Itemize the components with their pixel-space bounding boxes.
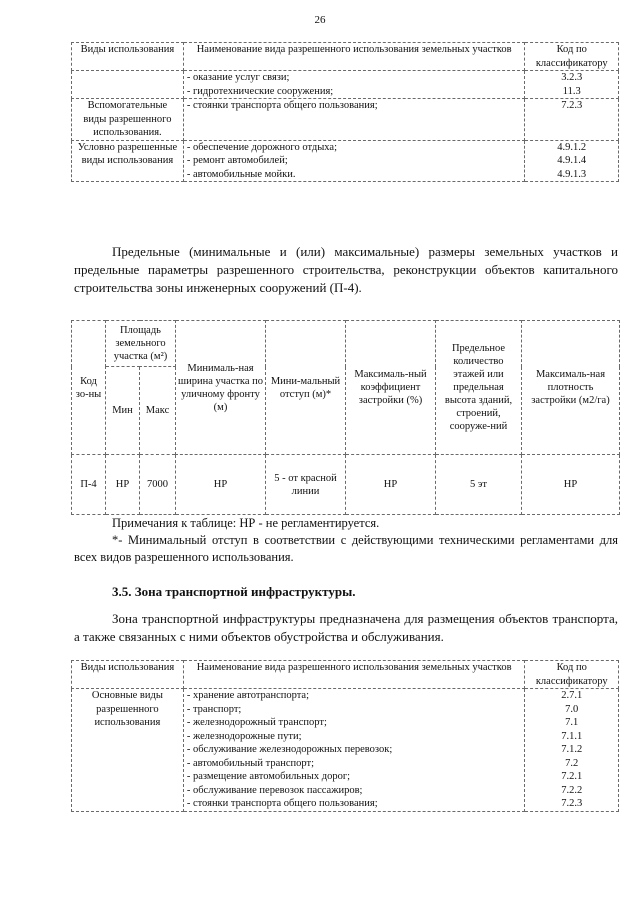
header-max-coefficient: Максималь-ный коэффициент застройки (%) [346, 321, 436, 455]
transport-zone-use-table [71, 660, 619, 812]
list-item: - обслуживание железнодорожных перевозок; [186, 744, 393, 755]
list-item: - обеспечение дорожного отдыха; [186, 141, 337, 153]
code-value: 7.1.1 [561, 730, 583, 742]
list-item: - железнодорожные пути; [186, 730, 302, 742]
use-items-cell [183, 99, 525, 141]
list-item: - автомобильный транспорт; [186, 757, 315, 769]
code-cell [525, 99, 619, 141]
params-header-row [72, 321, 620, 367]
header-min-width: Минималь-ная ширина участка по уличному фронту (м) [176, 321, 266, 455]
list-item: - стоянки транспорта общего пользования; [186, 798, 378, 809]
max-density-cell: НР [522, 455, 620, 515]
use-kind-cell [72, 71, 184, 99]
code-value: 4.9.1.4 [557, 155, 587, 166]
code-value: 7.1 [565, 717, 579, 728]
code-value: 7.1.2 [561, 744, 583, 755]
code-value: 7.2.3 [561, 798, 583, 809]
header-max-floors: Предельное количество этажей или предельная высота зданий, строений, сооруже-ний [436, 321, 522, 455]
use-kind-cell: Условно разрешенные виды использования [72, 140, 184, 182]
zone-code-cell: П-4 [72, 455, 106, 515]
permitted-use-table-continued [71, 42, 619, 182]
header-area: Площадь земельного участка (м²) [106, 321, 176, 367]
list-item: - транспорт; [186, 703, 242, 715]
table-row [72, 140, 619, 182]
setback-footnote: *- Минимальный отступ в соответствии с действующими техническими регламентами для всех видов разрешенного использования. [74, 533, 618, 564]
code-value: 2.7.1 [561, 690, 583, 701]
code-value: 7.0 [565, 703, 579, 715]
use-kind-cell: Основные виды разрешенного использования [72, 689, 184, 812]
header-min-setback: Мини-мальный отступ (м)* [266, 321, 346, 455]
code-value: 7.2.2 [561, 784, 583, 796]
table-row [72, 99, 619, 141]
use-items-cell [183, 689, 525, 812]
list-item: - гидротехнические сооружения; [186, 85, 334, 97]
min-width-cell: НР [176, 455, 266, 515]
limits-paragraph: Предельные (минимальные и (или) максимальные) размеры земельных участков и предельные параметры разрешенного строительства, реконструкции объектов капитального строительства зоны инженерных сооружений (П-4). [74, 244, 618, 295]
code-cell [525, 140, 619, 182]
list-item: - оказание услуг связи; [186, 72, 290, 83]
list-item: - стоянки транспорта общего пользования; [186, 100, 378, 111]
header-use-kind: Виды использования [72, 661, 184, 689]
page-number: 26 [314, 14, 326, 26]
min-setback-cell: 5 - от красной линии [266, 455, 346, 515]
list-item: - автомобильные мойки. [186, 168, 296, 180]
code-value: 3.2.3 [561, 72, 583, 83]
table-header-row [72, 661, 619, 689]
use-kind-cell: Вспомогательные виды разрешенного использования. [72, 99, 184, 141]
section-title: 3.5. Зона транспортной инфраструктуры. [112, 584, 356, 599]
max-floors-cell: 5 эт [436, 455, 522, 515]
use-items-cell [183, 140, 525, 182]
header-use-name: Наименование вида разрешенного использования земельных участков [183, 661, 525, 689]
table-row [72, 455, 620, 515]
header-use-name: Наименование вида разрешенного использования земельных участков [183, 43, 525, 71]
code-cell [525, 71, 619, 99]
header-max-density: Максималь-ная плотность застройки (м2/га) [522, 321, 620, 455]
table-row [72, 71, 619, 99]
table-header-row [72, 43, 619, 71]
code-value: 7.2.3 [561, 100, 583, 111]
list-item: - железнодорожный транспорт; [186, 717, 327, 728]
use-items-cell [183, 71, 525, 99]
code-value: 7.2.1 [561, 771, 583, 782]
header-area-max: Макс [140, 367, 176, 455]
area-min-cell: НР [106, 455, 140, 515]
header-code: Код по классификатору [525, 43, 619, 71]
table-note: Примечания к таблице: НР - не регламентируется. [112, 516, 380, 530]
code-cell [525, 689, 619, 812]
header-use-kind: Виды использования [72, 43, 184, 71]
max-coefficient-cell: НР [346, 455, 436, 515]
zone-description: Зона транспортной инфраструктуры предназначена для размещения объектов транспорта, а также связанных с ними объектов обустройства и обслуживания. [74, 611, 618, 644]
code-value: 4.9.1.3 [557, 168, 587, 180]
header-code: Код по классификатору [525, 661, 619, 689]
list-item: - ремонт автомобилей; [186, 155, 288, 166]
code-value: 4.9.1.2 [557, 141, 587, 153]
table-row [72, 689, 619, 812]
code-value: 11.3 [562, 85, 581, 97]
list-item: - размещение автомобильных дорог; [186, 771, 351, 782]
list-item: - хранение автотранспорта; [186, 690, 310, 701]
area-max-cell: 7000 [140, 455, 176, 515]
list-item: - обслуживание перевозок пассажиров; [186, 784, 363, 796]
code-value: 7.2 [565, 757, 579, 769]
parameters-table [71, 320, 620, 515]
header-zone-code: Код зо-ны [72, 321, 106, 455]
header-area-min: Мин [106, 367, 140, 455]
